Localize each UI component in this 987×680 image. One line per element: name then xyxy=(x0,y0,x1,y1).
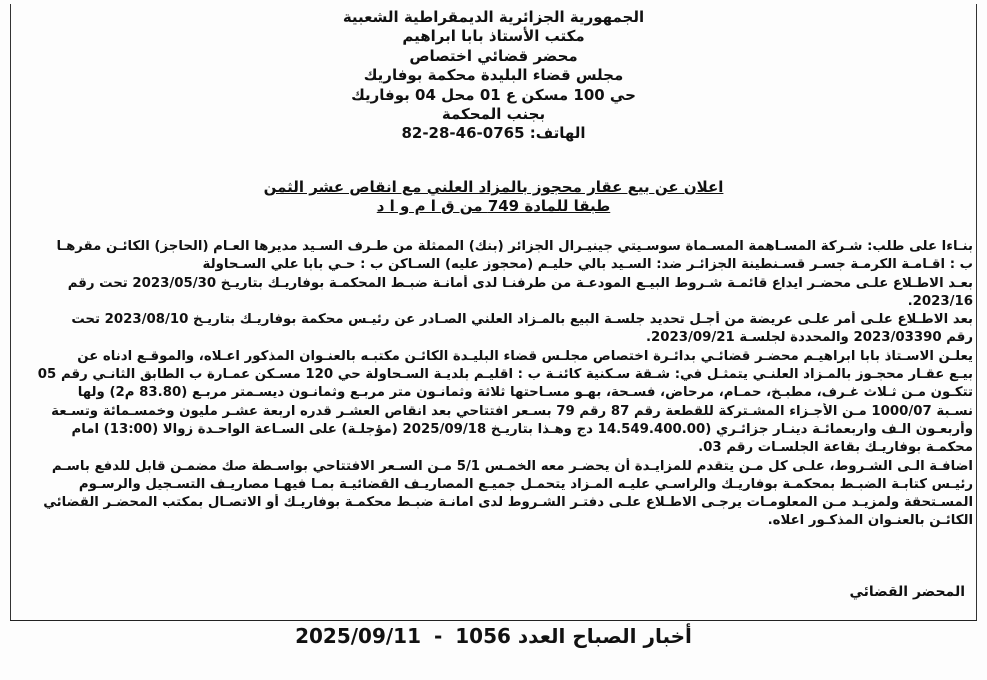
office-line: مكتب الأستاذ بابا ابراهيم xyxy=(402,27,585,46)
announcement-body xyxy=(18,238,973,531)
jurisdiction-line: محضر قضائي اختصاص xyxy=(409,46,578,65)
title-line-1: اعلان عن بيع عقار محجوز بالمزاد العلني مع انقاص عشر الثمن xyxy=(263,178,724,196)
body-line: ب : اقـامـة الكرمـة جسـر قسـنطينة الجزائـر ضد: السـيد بالي حليـم (محجوز عليه) السـاكن ب : حـي بابا علي السـحاولة xyxy=(202,257,973,273)
phone-line: الهاتف: 0765-46-28-82 xyxy=(401,124,586,143)
body-line: بيـع عقـار محجـوز بالمـزاد العلنـي يتمثـل في: شـقة سـكنية كائنـة ب : اقليـم بلديـة السـحاولة حي 120 مسـكن عمـارة ب الطابق الثانـي رقم 05 xyxy=(37,367,973,383)
body-line: 2023/16. xyxy=(907,293,973,309)
body-line: وأربعـون الـف واربعمائـة دينـار جزائـري (14.549.400.00 دج وهـذا بتاريـخ 2025/09/18 (مؤجلـة) على السـاعة الواحـدة زوالا (13:00) امام xyxy=(71,421,973,437)
newspaper-issue: أخبار الصباح العدد 1056 xyxy=(455,624,692,648)
announcement-title xyxy=(0,178,987,216)
footer-divider xyxy=(10,620,977,621)
address-detail-line: بجنب المحكمة xyxy=(441,105,546,124)
body-line: اضافـة الـى الشـروط، علـى كل مـن يتقدم للمزايـدة أن يحضـر معه الخمـس 5/1 مـن السـعر الافتتاحي بواسـطة صك مضمـن قابل للدفع باسـم xyxy=(51,458,973,474)
body-line: رقم 2023/03390 والمحددة لجلسـة 2023/09/21. xyxy=(645,330,973,346)
court-line: مجلس قضاء البليدة محكمة بوفاريك xyxy=(363,66,624,85)
body-line: بعـد الاطـلاع علـى محضـر ايداع قائمـة شـروط البيـع المودعـة من طرفنـا لدى أمانـة ضبـط المحكمـة بوفاريـك بتاريـخ 2023/05/30 تحت رقم xyxy=(67,275,973,291)
body-line: بعد الاطـلاع علـى أمر علـى عريضة من أجـل تحديد جلسـة البيع بالمـزاد العلني الصـادر عن رئيـس محكمة بوفاريـك بتاريـخ 2023/08/10 تحت xyxy=(71,312,973,328)
body-line: الكائـن بالعنـوان المذكـور اعلاه. xyxy=(767,513,973,529)
body-line: المسـتحقة ولمزيـد مـن المعلومـات يرجـى الاطـلاع علـى دفتـر الشـروط لدى امانـة ضبـط محكمـة بوفاريـك أو الاتصـال بمكتب المحضـر القضائي xyxy=(43,495,973,511)
footer-separator: - xyxy=(433,624,443,648)
newspaper-footer xyxy=(0,624,987,648)
body-line: نسـبة 1000/07 مـن الأجـزاء المشـتركة للقطعة رقم 87 رقم 79 بسـعر افتتاحي بعد انقاص العشـر قدره اربعة عشـر مليون وخمسـمائة وتسـعة xyxy=(51,403,973,419)
bailiff-header xyxy=(0,8,987,144)
country-line: الجمهورية الجزائرية الديمقراطية الشعبية xyxy=(342,8,645,26)
body-line: يعلـن الاسـتاذ بابا ابراهيـم محضـر قضائـي بدائـرة اختصاص مجلـس قضاء البليـدة الكائـن مكتبـه بالعنـوان المذكور اعـلاه، والموقـع ادناه عن xyxy=(77,348,973,364)
publication-date: 2025/09/11 xyxy=(295,624,422,648)
body-line: رئيـس كتابـة الضبـط بمحكمـة بوفاريـك والراسـي عليـه المـزاد يتحمـل جميـع المصاريـف القضائيـة بمـا فيهـا مصاريـف التسـجيل والرسـوم xyxy=(78,476,973,492)
signature: المحضر القضائي xyxy=(849,584,965,600)
body-line: محكمـة بوفاريـك بقاعة الجلسـات رقم 03. xyxy=(698,440,973,456)
title-line-2: طبقا للمادة 749 من ق ا م و ا د xyxy=(376,197,611,215)
body-line: تتكـون مـن ثـلاث غـرف، مطبـخ، حمـام، مرحاض، فسـحة، بهـو مسـاحتها ثلاثة وثمانـون متر مربـع وثمانـون ديسـمتر مربـع (83.80 م2) ولها xyxy=(77,385,973,401)
body-line: بنـاءا على طلب: شـركة المسـاهمة المسـماة سوسـيتي جينيـرال الجزائر (بنك) الممثلة من طـرف السـيد مديرها العـام (الحاجز) الكائـن مقرهـا xyxy=(56,239,973,254)
address-line: حي 100 مسكن ع 01 محل 04 بوفاريك xyxy=(351,85,636,104)
